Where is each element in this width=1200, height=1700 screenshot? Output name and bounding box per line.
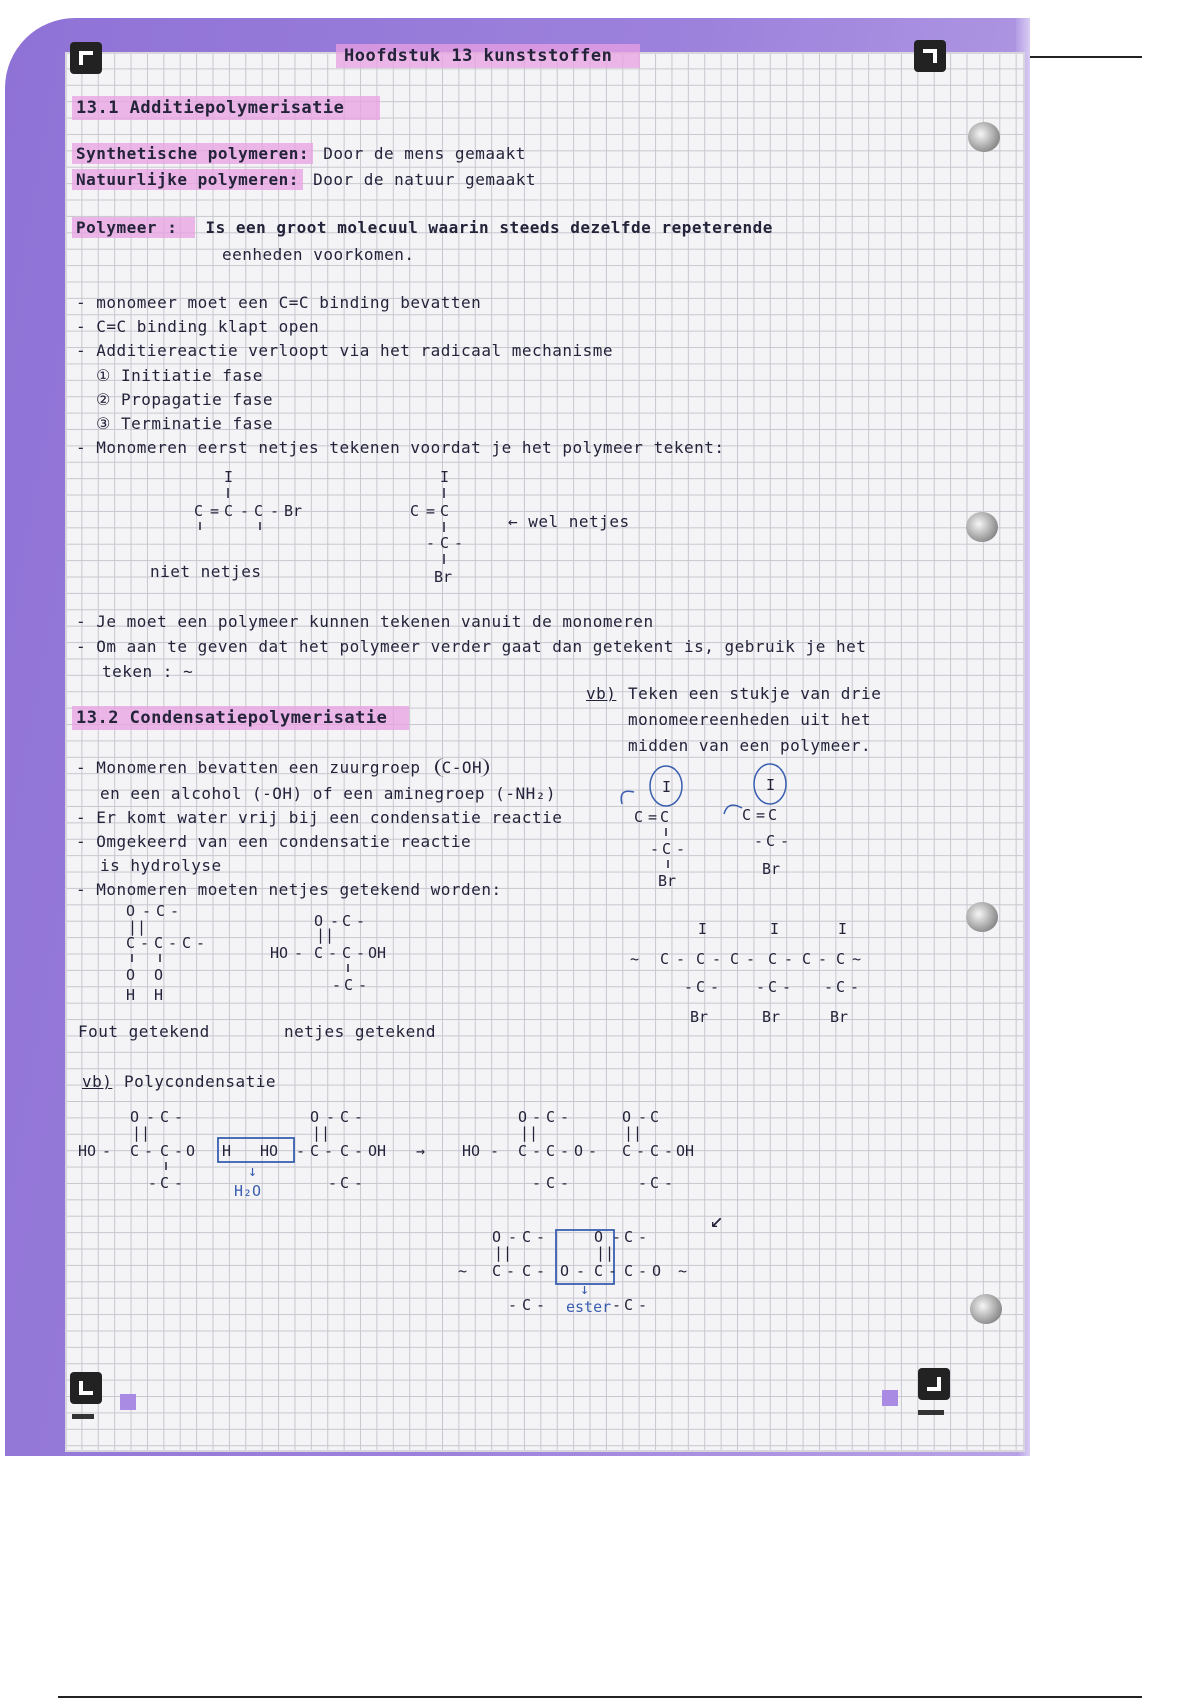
punch-hole (966, 902, 998, 932)
OH-group: OH (368, 1142, 387, 1160)
monomer-niet-netjes (180, 466, 330, 546)
svg-text:-: - (508, 1296, 518, 1314)
svg-text:||: || (128, 918, 147, 936)
phase-1: ① Initiatie fase (96, 366, 263, 385)
term-synthetic: Synthetische polymeren: (72, 143, 313, 164)
svg-text:-: - (196, 934, 206, 952)
OH-group: OH (368, 944, 387, 962)
cond-bullet-3a: - Omgekeerd van een condensatie reactie (76, 832, 472, 851)
svg-text:-: - (636, 1142, 646, 1160)
svg-text:-: - (664, 1142, 674, 1160)
svg-text:-: - (536, 1262, 546, 1280)
atom-C: C (768, 978, 778, 996)
svg-text:||: || (520, 1124, 539, 1142)
bullet-1: - monomeer moet een C=C binding bevatten (76, 293, 482, 312)
svg-text:-: - (356, 944, 366, 962)
atom-O: O (130, 1108, 140, 1126)
svg-text:-: - (490, 1142, 500, 1160)
punch-hole (968, 122, 1000, 152)
bullet-poly-2: - Om aan te geven dat het polymeer verder gaat dan getekent is, gebruik je het (76, 637, 867, 656)
atom-O: O (126, 966, 136, 984)
svg-text:-: - (532, 1108, 542, 1126)
definition-synthetic (72, 144, 526, 163)
atom-Br: Br (762, 1008, 781, 1026)
svg-text:-: - (560, 1174, 570, 1192)
svg-text:=: = (648, 808, 658, 826)
svg-text:-: - (174, 1108, 184, 1126)
atom-C: C (344, 976, 354, 994)
phase-3: ③ Terminatie fase (96, 414, 273, 433)
svg-text:-: - (506, 1262, 516, 1280)
top-rule (1030, 56, 1142, 58)
atom-C: C (340, 1108, 350, 1126)
atom-C: C (660, 808, 670, 826)
svg-text:-: - (454, 534, 464, 552)
atom-C: C (342, 944, 352, 962)
atom-C: C (768, 806, 778, 824)
ester-product (452, 1226, 732, 1336)
atom-C: C (194, 502, 204, 520)
page-title: Hoofdstuk 13 kunststoffen (336, 44, 640, 68)
svg-text:-: - (712, 950, 722, 968)
section-heading-condensatie: 13.2 Condensatiepolymerisatie (72, 706, 409, 730)
cond-bullet-3b: is hydrolyse (100, 856, 222, 875)
atom-C: C (634, 808, 644, 826)
cond-bullet-1a (76, 758, 489, 777)
svg-text:-: - (612, 1228, 622, 1246)
atom-C: C (340, 1142, 350, 1160)
atom-C: C (622, 1142, 632, 1160)
svg-text:=: = (210, 502, 220, 520)
svg-text:-: - (608, 1262, 618, 1280)
atom-H: H (222, 1142, 232, 1160)
atom-O: O (594, 1228, 604, 1246)
reaction-arrow: → (416, 1142, 426, 1160)
atom-I: I (766, 776, 776, 794)
atom-C: C (802, 950, 812, 968)
example2-vb: vb) (82, 1072, 113, 1091)
svg-text:||: || (316, 926, 335, 944)
atom-C: C (224, 502, 234, 520)
section-heading-additie: 13.1 Additiepolymerisatie (72, 96, 380, 120)
bullet-poly-3: teken : ~ (102, 662, 194, 681)
atom-C: C (624, 1228, 634, 1246)
atom-C: C (650, 1108, 660, 1126)
atom-C: C (130, 1142, 140, 1160)
bottom-rule (58, 1696, 1142, 1698)
definition-polymeer (72, 218, 773, 237)
atom-Br: Br (830, 1008, 849, 1026)
atom-C: C (410, 502, 420, 520)
svg-text:-: - (294, 944, 304, 962)
svg-text:-: - (354, 1142, 364, 1160)
atom-C: C (742, 806, 752, 824)
svg-text:=: = (756, 806, 766, 824)
cond-bullet-1a-text: - Monomeren bevatten een zuurgroep (76, 758, 421, 777)
atom-C: C (660, 950, 670, 968)
svg-text:-: - (560, 1108, 570, 1126)
svg-text:-: - (756, 978, 766, 996)
scan-marker (72, 1414, 94, 1419)
atom-O: O (154, 966, 164, 984)
svg-text:-: - (638, 1108, 648, 1126)
svg-text:-: - (508, 1228, 518, 1246)
atom-C: C (696, 950, 706, 968)
definition-natural (72, 170, 536, 189)
atom-C: C (160, 1108, 170, 1126)
down-arrow: ↙ (710, 1208, 724, 1233)
svg-text:-: - (102, 1142, 112, 1160)
atom-C: C (340, 1174, 350, 1192)
bullet-3: - Additiereactie verloopt via het radicaal mechanisme (76, 341, 614, 360)
label-fout-getekend: Fout getekend (78, 1022, 210, 1041)
water-label: H₂O (234, 1182, 262, 1200)
svg-text:-: - (532, 1142, 542, 1160)
atom-C: C (650, 1142, 660, 1160)
label-netjes-getekend: netjes getekend (284, 1022, 436, 1041)
atom-I: I (440, 468, 450, 486)
cond-bullet-1b: en een alcohol (-OH) of een aminegroep (-NH₂) (100, 784, 556, 803)
svg-text:-: - (638, 1174, 648, 1192)
svg-text:-: - (356, 912, 366, 930)
monomer-wel-netjes (400, 466, 480, 596)
atom-C: C (546, 1174, 556, 1192)
atom-H: H (154, 986, 164, 1004)
atom-C: C (730, 950, 740, 968)
svg-text:-: - (638, 1228, 648, 1246)
atom-Br: Br (434, 568, 453, 586)
atom-O: O (518, 1108, 528, 1126)
svg-text:-: - (358, 976, 368, 994)
svg-text:-: - (328, 944, 338, 962)
svg-text:↓: ↓ (580, 1280, 590, 1298)
example1-text-2: monomeereenheden uit het (628, 710, 872, 729)
label-wel-netjes: ← wel netjes (508, 512, 630, 531)
example1-polymer (630, 920, 890, 1030)
HO-group: HO (462, 1142, 481, 1160)
atom-O: O (622, 1108, 632, 1126)
svg-text:-: - (532, 1174, 542, 1192)
atom-C: C (156, 902, 166, 920)
HO-group: HO (78, 1142, 97, 1160)
svg-text:-: - (326, 1108, 336, 1126)
svg-text:-: - (536, 1296, 546, 1314)
svg-text:-: - (140, 934, 150, 952)
atom-C: C (650, 1174, 660, 1192)
svg-text:-: - (638, 1262, 648, 1280)
ester-label: ester (566, 1298, 612, 1316)
svg-text:||: || (132, 1124, 151, 1142)
definition-natural-text: Door de natuur gemaakt (313, 170, 536, 189)
svg-text:-: - (684, 978, 694, 996)
svg-text:-: - (784, 950, 794, 968)
svg-text:-: - (746, 950, 756, 968)
tilde: ~ (630, 950, 640, 968)
atom-C: C (310, 1142, 320, 1160)
svg-text:||: || (624, 1124, 643, 1142)
svg-text:-: - (170, 902, 180, 920)
svg-text:-: - (296, 1142, 306, 1160)
corner-mark-icon (918, 1368, 950, 1400)
cond-bullet-2: - Er komt water vrij bij een condensatie reactie (76, 808, 563, 827)
svg-text:-: - (354, 1108, 364, 1126)
atom-C: C (768, 950, 778, 968)
atom-I: I (698, 920, 708, 938)
svg-text:||: || (494, 1244, 513, 1262)
bullet-poly-1: - Je moet een polymeer kunnen tekenen vanuit de monomeren (76, 612, 654, 631)
tilde: ~ (458, 1262, 468, 1280)
atom-C: C (624, 1296, 634, 1314)
svg-text:-: - (650, 840, 660, 858)
svg-text:=: = (426, 502, 436, 520)
atom-C: C (160, 1174, 170, 1192)
svg-text:-: - (754, 832, 764, 850)
svg-text:-: - (426, 534, 436, 552)
svg-text:-: - (710, 978, 720, 996)
example1-text-1: Teken een stukje van drie (628, 684, 882, 703)
tilde: ~ (678, 1262, 688, 1280)
tilde: ~ (852, 950, 862, 968)
svg-text:-: - (168, 934, 178, 952)
svg-text:-: - (174, 1174, 184, 1192)
atom-C: C (342, 912, 352, 930)
atom-Br: Br (658, 872, 677, 890)
atom-C: C (662, 840, 672, 858)
svg-text:-: - (576, 1262, 586, 1280)
svg-text:-: - (174, 1142, 184, 1160)
svg-text:-: - (142, 902, 152, 920)
svg-text:-: - (612, 1296, 622, 1314)
example1-vb: vb) (586, 684, 617, 703)
svg-text:-: - (588, 1142, 598, 1160)
atom-C: C (836, 978, 846, 996)
atom-C: C (492, 1262, 502, 1280)
atom-O: O (310, 1108, 320, 1126)
atom-Br: Br (284, 502, 303, 520)
svg-text:-: - (324, 1142, 334, 1160)
atom-C: C (440, 502, 450, 520)
atom-I: I (662, 778, 672, 796)
atom-C: C (126, 934, 136, 952)
atom-O: O (492, 1228, 502, 1246)
corner-mark-icon (70, 42, 102, 74)
polymeer-text-1: Is een groot molecuul waarin steeds dezelfde repeterende (205, 218, 773, 237)
svg-text:-: - (638, 1296, 648, 1314)
svg-text:-: - (818, 950, 828, 968)
svg-text:-: - (332, 976, 342, 994)
HO-group: HO (260, 1142, 279, 1160)
svg-text:-: - (536, 1228, 546, 1246)
monomer-netjes (268, 912, 428, 1002)
atom-C: C (546, 1108, 556, 1126)
bullet-draw: - Monomeren eerst netjes tekenen voordat je het polymeer tekent: (76, 438, 725, 457)
zuurgroep-formula: C-OH (435, 758, 490, 777)
atom-Br: Br (690, 1008, 709, 1026)
term-natural: Natuurlijke polymeren: (72, 169, 303, 190)
atom-C: C (624, 1262, 634, 1280)
scan-square (882, 1390, 898, 1406)
atom-O: O (652, 1262, 662, 1280)
phase-2: ② Propagatie fase (96, 390, 273, 409)
corner-mark-icon (70, 1372, 102, 1404)
svg-text:-: - (782, 978, 792, 996)
svg-text:-: - (330, 912, 340, 930)
atom-Br: Br (762, 860, 781, 878)
cond-bullet-4: - Monomeren moeten netjes getekend worden: (76, 880, 502, 899)
polymeer-text-2: eenheden voorkomen. (222, 245, 415, 264)
atom-C: C (696, 978, 706, 996)
svg-text:-: - (270, 502, 280, 520)
svg-text:-: - (824, 978, 834, 996)
term-polymeer: Polymeer : (72, 217, 195, 238)
atom-C: C (522, 1262, 532, 1280)
scan-square (120, 1394, 136, 1410)
atom-O: O (574, 1142, 584, 1160)
bullet-2: - C=C binding klapt open (76, 317, 320, 336)
atom-C: C (518, 1142, 528, 1160)
atom-O: O (314, 912, 324, 930)
svg-text:↓: ↓ (248, 1162, 258, 1180)
polycondensation-reaction (76, 1106, 756, 1216)
atom-C: C (160, 1142, 170, 1160)
HO-group: HO (270, 944, 289, 962)
example1-monomers (612, 764, 812, 894)
atom-C: C (546, 1142, 556, 1160)
svg-text:-: - (560, 1142, 570, 1160)
atom-I: I (224, 468, 234, 486)
svg-text:-: - (780, 832, 790, 850)
example1-text-3: midden van een polymeer. (628, 736, 872, 755)
example2-title: Polycondensatie (124, 1072, 276, 1091)
corner-mark-icon (914, 40, 946, 72)
atom-C: C (522, 1296, 532, 1314)
atom-I: I (770, 920, 780, 938)
svg-text:-: - (676, 840, 686, 858)
definition-synthetic-text: Door de mens gemaakt (323, 144, 526, 163)
svg-text:-: - (146, 1108, 156, 1126)
svg-text:-: - (148, 1174, 158, 1192)
atom-C: C (440, 534, 450, 552)
svg-text:-: - (664, 1174, 674, 1192)
monomer-fout (118, 900, 238, 1010)
svg-text:-: - (328, 1174, 338, 1192)
atom-C: C (314, 944, 324, 962)
atom-O: O (186, 1142, 196, 1160)
svg-text:||: || (312, 1124, 331, 1142)
atom-O: O (560, 1262, 570, 1280)
atom-O: O (126, 902, 136, 920)
atom-C: C (594, 1262, 604, 1280)
label-niet-netjes: niet netjes (150, 562, 262, 581)
atom-C: C (254, 502, 264, 520)
svg-text:-: - (240, 502, 250, 520)
atom-C: C (154, 934, 164, 952)
atom-C: C (522, 1228, 532, 1246)
punch-hole (966, 512, 998, 542)
svg-text:-: - (676, 950, 686, 968)
svg-text:-: - (354, 1174, 364, 1192)
scan-marker (918, 1410, 944, 1415)
svg-text:-: - (144, 1142, 154, 1160)
OH-group: OH (676, 1142, 695, 1160)
atom-H: H (126, 986, 136, 1004)
atom-C: C (182, 934, 192, 952)
svg-text:-: - (850, 978, 860, 996)
atom-I: I (838, 920, 848, 938)
svg-text:||: || (596, 1244, 615, 1262)
atom-C: C (836, 950, 846, 968)
atom-C: C (766, 832, 776, 850)
punch-hole (970, 1294, 1002, 1324)
